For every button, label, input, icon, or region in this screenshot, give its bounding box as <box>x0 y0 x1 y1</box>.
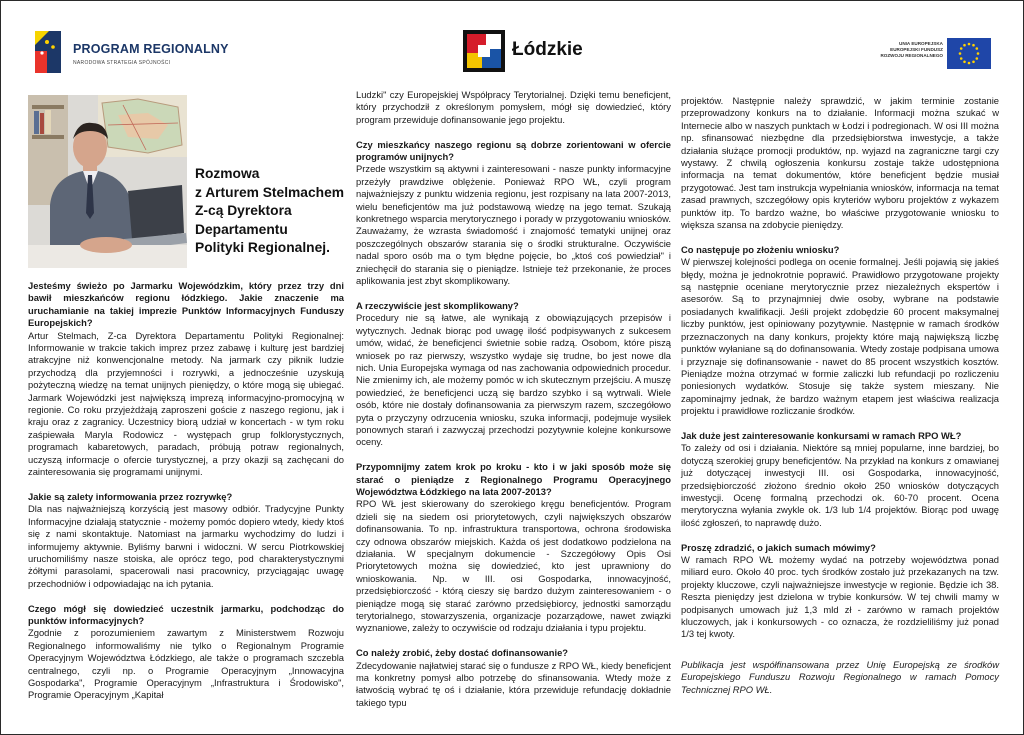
title-line: Polityki Regionalnej. <box>195 240 330 256</box>
answer-paragraph: W ramach RPO WŁ możemy wydać na potrzeby województwa ponad miliard euro. Około 40 proc. tych środków zostało już przekazanych na tzw. projekty kluczowe, czyli najważniejsze inwestycje w regionie. Będzie ich 38. Reszta pieniędzy jest dzielona w trybie konkursów. W tej chwili mamy w podpisanych umowach już 1,3 mld zł - zarówno w ramach projektów kluczowych, jak i konkursowych - co oznacza, że rozdzieliliśmy już ponad 1/3 tej kwoty. <box>681 553 999 640</box>
program-flag-icon <box>33 29 63 75</box>
title-line: Rozmowa <box>195 166 260 181</box>
question-heading: Czy mieszkańcy naszego regionu są dobrze zorientowani w ofercie programów unijnych? <box>356 138 671 163</box>
region-name: Łódzkie <box>512 39 583 60</box>
interviewee-photo <box>28 95 187 268</box>
answer-paragraph: Dla nas najważniejszą korzyścią jest masowy odbiór. Tradycyjne Punkty Informacyjne działają statycznie - możemy pomóc dopiero wtedy, kiedy ktoś się z nami skontaktuje. Natomiast na jarmarku wychodzimy do ludzi i informujemy aktywnie. Byliśmy barwni i widoczni. W sercu Piotrkowskiej uruchomiliśmy nasze stoiska, ale oprócz tego, pod charakterystycznymi żółtymi parasolami, spacerowali nasi pracownicy, przyciągając uwagę przechodniów i odpowiadając na ich pytania. <box>28 503 344 589</box>
answer-paragraph: projektów. Następnie należy sprawdzić, w jakim terminie zostanie przeprowadzony konkurs na to działanie. Informacji można szukać w Internecie albo w naszych punktach w Łodzi i podregionach. W osi III można np. sfinansować niezbędne dla przedsiębiorstwa inwestycje, a także działania służące promocji produktów, np. wyjazd na zagraniczne targi czy wystawy. Z chwilą ogłoszenia konkursu zostaje także udostępniona informacja na temat dokumentów, które beneficjent będzie musiał przygotować. Jest tam instrukcja wypełniania wniosków, informacja na temat zasad prawnych, szczegółowy opis kryteriów wyboru projektów z wykazem punktów itp. To bardzo ważne, bo właściwe przygotowanie wniosku to większa szansa na zdobycie pieniędzy. <box>681 95 999 231</box>
article-column-3 <box>681 95 999 708</box>
answer-paragraph: RPO WŁ jest skierowany do szerokiego kręgu beneficjentów. Program dzieli się na siedem osi priorytetowych, czyli największych obszarów dofinansowania. To np. infrastruktura transportowa, ochrona środowiska czy odnowa obszarów miejskich. Każda oś jest dodatkowo podzielona na działania. W specjalnym dokumencie - Szczegółowy Opis Osi Priorytetowych można się dowiedzieć, kto jest uprawniony do wnioskowania. Np. w III. osi Gospodarka, innowacyjność, przedsiębiorczość - którą cieszy się bardzo dużym zainteresowaniem - o pieniądze mogą się starać zarówno przedsiębiorcy, jednostki samorządu terytorialnego, stowarzyszenia, organizacje pozarządowe, nawet związki wyznaniowe, zależy to oczywiście od rodzaju działania i typu projektu. <box>356 498 671 634</box>
eu-line-2: EUROPEJSKI FUNDUSZ <box>890 47 943 52</box>
answer-paragraph: Ludzki" czy Europejskiej Współpracy Terytorialnej. Dzięki temu beneficjent, który przychodził z określonym pomysłem, mógł się dowiedzieć, który program przewiduje dofinansowanie jego projektu. <box>356 89 671 125</box>
question-heading: Jak duże jest zainteresowanie konkursami w ramach RPO WŁ? <box>681 429 962 441</box>
question-heading: Jakie są zalety informowania przez rozrywkę? <box>28 490 233 502</box>
program-subtitle: NARODOWA STRATEGIA SPÓJNOŚCI <box>73 60 171 66</box>
eu-line-3: ROZWOJU REGIONALNEGO <box>880 53 943 58</box>
answer-paragraph: W pierwszej kolejności podlega on ocenie formalnej. Jeśli pojawią się jakieś błędy, można je jednokrotnie poprawić. Prawidłowo przygotowane projekty są następnie oceniane merytorycznie przez niezależnych ekspertów i asesorów. Są to przynajmniej dwie osoby, wybrane na podstawie posiadanych kwalifikacji. Jeśli projekt zdobędzie 60 procent maksymalnej liczby punktów, jest opiniowany pozytywnie. Następnie w ramach środków przeznaczonych na dany konkurs, projekty które mają największą liczbę punktów wyłaniane są do dofinansowania. Wtedy zostaje podpisana umowa i przyznaje się dofinansowanie - nawet do 85 procent wszystkich kosztów. Pieniądze można otrzymać w formie zaliczki lub refundacji po rozliczeniu poniesionych wydatków. Stosuje się także system mieszany. Nie zapominajmy jednak, że bardzo ważnym etapem jest właściwa realizacja projektu i prawidłowe rozliczanie środków. <box>681 256 999 417</box>
answer-paragraph: Zdecydowanie najłatwiej starać się o fundusze z RPO WŁ, kiedy beneficjent ma konkretny pomysł albo potrzebę do sfinansowania. Wtedy może z łatwością wybrać tę oś i działanie, która przewiduje refundację dokładnie takiego typu <box>356 659 671 708</box>
answer-paragraph: Zgodnie z porozumieniem zawartym z Ministerstwem Rozwoju Regionalnego informowaliśmy nie tylko o Regionalnym Programie Operacyjnym Województwa Łódzkiego, ale także o programach szczebla centralnego, czyli np. o Programie Operacyjnym „Innowacyjna Gospodarka", Programie Operacyjnym „Infrastruktura i Środowisko", Programie Operacyjnym „Kapitał <box>28 627 344 701</box>
lodzkie-emblem-icon <box>463 30 505 72</box>
lodzkie-logo <box>463 30 583 76</box>
program-name: PROGRAM REGIONALNY <box>73 42 229 56</box>
eu-flag-icon <box>947 38 991 69</box>
answer-paragraph: Przede wszystkim są aktywni i zainteresowani - nasze punkty informacyjne przeżyły prawdziwe oblężenie. Ponieważ RPO WŁ, czyli program najważniejszy z punktu widzenia regionu, jest rozpisany na lata 2007-2013, wielu beneficjentów ma już podstawową wiedzę na jego temat. Szukają konkretnego wsparcia merytorycznego i porady w przygotowaniu wniosków. Zauważamy, że wzrasta świadomość i znajomość tematyki unijnej oraz poszczególnych obszarów starania się o środki strukturalne. Oczywiście nadal sporo osób ma o tym błędne pojęcie, bo „ktoś coś powiedział" i zniechęcił do starania się o pieniądze. Istnieje też przekonanie, że proces aplikowania jest zbyt skomplikowany. <box>356 163 671 287</box>
program-regionalny-logo <box>33 29 243 75</box>
question-heading: Proszę zdradzić, o jakich sumach mówimy? <box>681 541 876 553</box>
article-column-2 <box>356 89 671 722</box>
article-column-1 <box>28 280 344 714</box>
title-line: Departamentu <box>195 221 288 237</box>
answer-paragraph: Artur Stelmach, Z-ca Dyrektora Departamentu Polityki Regionalnej: Informowanie w trakcie takich imprez przez zabawę i kulturę jest bardziej atrakcyjne niż konwencjonalne metody. Na jarmark czy piknik ludzie przychodzą dla przyjemności i rozrywki, a jednocześnie uzyskują pożyteczną wiedzę na temat unijnych pieniędzy, o które mogą się ubiegać. Jarmark Wojewódzki jest największą imprezą informacyjno-promocyjną w regionie. Co roku przyjeżdżają zaproszeni goście z naszego regionu, jak i kraju oraz z zagranicy. Uczestnicy biorą udział w koncertach - w tym roku zaśpiewała Maryla Rodowicz - występach grup folklorystycznych, programach kabaretowych, paradach, próbują potraw regionalnych, uczyszą informacje o ofercie turystycznej, a przy okazji są zachęcani do zainteresowania się programami unijnymi. <box>28 329 344 478</box>
question-heading: A rzeczywiście jest skomplikowany? <box>356 299 519 311</box>
title-line: Z-cą Dyrektora <box>195 203 292 219</box>
question-lead: Jesteśmy świeżo po Jarmarku Wojewódzkim, który przez trzy dni bawił mieszkańców regionu łódzkiego. Jakie znaczenie ma uruchamianie na takiej imprezie Punktów Informacyjnych Funduszy Europejskich? <box>28 280 344 329</box>
question-heading: Co następuje po złożeniu wniosku? <box>681 243 840 255</box>
eu-line-1: UNIA EUROPEJSKA <box>899 41 943 46</box>
answer-paragraph: To zależy od osi i działania. Niektóre są mniej popularne, inne bardziej, bo dotyczą szerokiej grupy beneficjentów. Na przykład na konkurs z omawianej już dotyczącej inwestycji III. osi Gospodarka, innowacyjność, przedsiębiorczość złożono średnio około 250 wniosków dotyczących inwestycji. Ocenę formalną przechodzi ok. 60-70 procent. Ocena merytoryczna wyłania zwykle ok. 1/3 lub 1/4 projektów. Biorąc pod uwagę ilość zgłoszeń, to naprawdę dużo. <box>681 442 999 528</box>
answer-paragraph: Procedury nie są łatwe, ale wynikają z obowiązujących przepisów i wytycznych. Jednak biorąc pod uwagę ilość podpisywanych z sukcesem umów, widać, że beneficjenci świetnie sobie radzą. Osobom, które piszą wniosek po raz pierwszy, wszystko wydaje się trudne, bo jest nowe dla nich. Unia Europejska wymaga od nas zachowania odpowiednich procedur. Nie zmienimy ich, ale możemy pomóc w ich skutecznym przejściu. A muszę powiedzieć, że beneficjenci uczą się bardzo szybko i są wytrwali. Wiele osób, które nie dostały dofinansowania za pierwszym razem, szczegółowo pyta o przyczyny odrzucenia wniosku, szuka informacji, podejmuje wysiłek ponownych starań i zazwyczaj przechodzi pozytywnie kolejne konkursowe oceny. <box>356 312 671 448</box>
interview-title <box>195 165 345 258</box>
question-heading: Czego mógł się dowiedzieć uczestnik jarmarku, podchodząc do punktów informacyjnych? <box>28 602 344 626</box>
eu-fund-label <box>869 41 943 59</box>
eu-logo <box>869 38 993 70</box>
funding-credit: Publikacja jest współfinansowana przez Unię Europejską ze środków Europejskiego Funduszu Rozwoju Regionalnego w ramach Pomocy Technicznej RPO WŁ. <box>681 658 999 695</box>
question-heading: Co należy zrobić, żeby dostać dofinansowanie? <box>356 647 569 659</box>
title-line: z Arturem Stelmachem <box>195 184 345 200</box>
question-heading: Przypomnijmy zatem krok po kroku - kto i w jaki sposób może się starać o pieniądze z Regionalnego Programu Operacyjnego Województwa Łódzkiego na lata 2007-2013? <box>356 461 671 497</box>
